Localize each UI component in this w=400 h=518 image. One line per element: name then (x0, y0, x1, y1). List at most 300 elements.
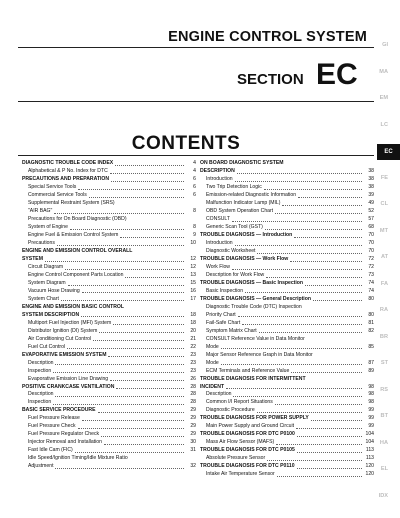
toc-entry-title: DESCRIPTION (200, 168, 235, 175)
toc-entry-title: Major Sensor Reference Graph in Data Monitor (206, 351, 313, 358)
toc-entry-title: Description (206, 391, 232, 398)
toc-page-number: 49 (368, 200, 374, 207)
toc-page-number: 80 (368, 311, 374, 318)
toc-entry-title: ON BOARD DIAGNOSTIC SYSTEM (200, 160, 284, 167)
toc-leader-dots (54, 213, 184, 214)
toc-entry-title: Vacuum Hose Drawing (28, 287, 80, 294)
toc-entry-title: Absolute Pressure Sensor (206, 455, 266, 462)
toc-leader-dots (113, 324, 184, 325)
toc-leader-dots (257, 412, 362, 413)
toc-page-number: 17 (190, 295, 196, 302)
toc-entry-title: Inspection (28, 399, 52, 406)
section-rule (18, 101, 374, 102)
toc-entry (22, 415, 196, 423)
toc-entry-title: INCIDENT (200, 383, 225, 390)
toc-entry (22, 184, 196, 192)
toc-page-number: 82 (368, 327, 374, 334)
toc-entry-title: ENGINE AND EMISSION CONTROL OVERALL (22, 248, 133, 255)
toc-entry-title: Engine Control Component Parts Location (28, 271, 124, 278)
toc-entry-title: Malfunction Indicator Lamp (MIL) (206, 200, 281, 207)
toc-entry (22, 208, 196, 216)
toc-leader-dots (65, 269, 184, 270)
toc-entry-title: ECM Terminals and Reference Value (206, 367, 290, 374)
toc-entry-title: Fuel Pressure Release (28, 415, 80, 422)
toc-page-number: 6 (193, 184, 196, 191)
toc-entry (200, 288, 374, 296)
toc-page-number: 26 (190, 375, 196, 382)
toc-leader-dots (68, 285, 184, 286)
section-tab[interactable]: AT (380, 254, 388, 260)
toc-leader-dots (75, 452, 184, 453)
toc-page-number: 38 (368, 184, 374, 191)
toc-leader-dots (110, 380, 184, 381)
section-tab[interactable]: RA (379, 307, 388, 313)
toc-entry (22, 264, 196, 272)
toc-page-number: 6 (193, 192, 196, 199)
toc-page-number: 81 (368, 319, 374, 326)
toc-entry-title: Air Conditioning Cut Control (28, 335, 92, 342)
section-code: EC (316, 58, 358, 91)
toc-leader-dots (221, 364, 362, 365)
toc-entry (22, 168, 196, 176)
toc-leader-dots (297, 468, 362, 469)
toc-page-number: 80 (368, 295, 374, 302)
toc-entry (22, 359, 196, 367)
toc-leader-dots (266, 277, 362, 278)
toc-entry-title: Generic Scan Tool (GST) (206, 224, 263, 231)
toc-entry (200, 359, 374, 367)
toc-entry (22, 295, 196, 303)
toc-leader-dots (235, 181, 362, 182)
toc-page-number: 4 (193, 168, 196, 175)
toc-right-column (200, 160, 374, 479)
toc-page-number: 72 (368, 256, 374, 262)
toc-leader-dots (67, 348, 184, 349)
toc-entry-title: Description (28, 391, 54, 398)
toc-leader-dots (78, 189, 184, 190)
toc-entry-title: Idle Speed/Ignition Timing/Idle Mixture Ratio (28, 455, 128, 462)
toc-entry (200, 303, 374, 311)
toc-entry-title: PRECAUTIONS AND PREPARATION (22, 176, 110, 183)
toc-entry (200, 415, 374, 423)
toc-page-number: 29 (190, 415, 196, 422)
toc-entry (22, 343, 196, 351)
toc-page-number: 8 (193, 208, 196, 215)
toc-entry (22, 240, 196, 248)
toc-page-number: 18 (190, 311, 196, 318)
toc-entry-title: Emission-related Diagnostic Information (206, 192, 297, 199)
toc-entry-title: CONSULT (206, 216, 230, 223)
toc-page-number: 98 (368, 399, 374, 406)
toc-entry-title: ENGINE AND EMISSION BASIC CONTROL (22, 303, 124, 310)
toc-leader-dots (120, 237, 184, 238)
section-tab[interactable]: BR (379, 333, 388, 340)
toc-page-number: 12 (190, 263, 196, 270)
toc-entry (22, 439, 196, 447)
toc-page-number: 32 (190, 463, 196, 470)
toc-entry-title: Intake Air Temperature Sensor (206, 471, 275, 478)
toc-page-number: 99 (368, 423, 374, 430)
toc-page-number: 10 (190, 240, 196, 247)
toc-entry-title: OBD System Operation Chart (206, 208, 274, 215)
toc-entry (200, 351, 374, 359)
toc-entry-title: SYSTEM (22, 256, 43, 262)
toc-entry (200, 343, 374, 351)
toc-leader-dots (70, 229, 184, 230)
toc-page-number: 29 (190, 423, 196, 430)
toc-entry-title: Injector Removal and Installation (28, 439, 102, 446)
toc-leader-dots (275, 404, 362, 405)
toc-page-number: 74 (368, 279, 374, 286)
toc-leader-dots (296, 428, 362, 429)
toc-entry (22, 160, 196, 168)
toc-page-number: 28 (190, 399, 196, 406)
toc-entry-title: System of Engine (28, 224, 68, 231)
toc-entry (200, 200, 374, 208)
toc-entry-title: Two Trip Detection Logic (206, 184, 262, 191)
toc-leader-dots (282, 205, 362, 206)
toc-entry (200, 407, 374, 415)
section-tab[interactable]: HA (379, 439, 388, 446)
toc-leader-dots (298, 197, 362, 198)
toc-entry-title: CONSULT Reference Value in Data Monitor (206, 335, 305, 342)
toc-leader-dots (78, 428, 184, 429)
toc-entry-title: Fuel Pressure Check (28, 423, 76, 430)
toc-entry-title: Distributor Ignition (DI) System (28, 327, 98, 334)
toc-entry (22, 256, 196, 264)
toc-entry (200, 367, 374, 375)
toc-entry-title: TROUBLE DIAGNOSIS FOR POWER SUPPLY (200, 415, 309, 422)
toc-entry-title: Mode (206, 343, 219, 350)
toc-page-number: 113 (365, 447, 374, 454)
toc-page-number: 30 (190, 439, 196, 446)
toc-page-number: 89 (368, 367, 374, 374)
toc-leader-dots (81, 316, 184, 317)
toc-page-number: 104 (365, 431, 374, 438)
toc-entry (200, 375, 374, 383)
toc-left-column (22, 160, 196, 471)
toc-page-number: 9 (193, 232, 196, 239)
toc-entry-title: System Diagram (28, 279, 66, 286)
toc-page-number: 87 (368, 359, 374, 366)
toc-entry (22, 232, 196, 240)
section-title: ENGINE CONTROL SYSTEM (168, 29, 367, 45)
section-tab[interactable]: EL (380, 466, 388, 472)
toc-leader-dots (267, 460, 362, 461)
section-tab[interactable]: CL (380, 201, 388, 207)
toc-entry (22, 351, 196, 359)
toc-leader-dots (290, 261, 362, 262)
toc-page-number: 38 (368, 176, 374, 183)
toc-page-number: 73 (368, 271, 374, 278)
section-tab[interactable]: MA (379, 68, 388, 75)
toc-entry (200, 184, 374, 192)
toc-leader-dots (110, 173, 184, 174)
toc-leader-dots (237, 173, 362, 174)
toc-entry-title: Introduction (206, 176, 233, 183)
toc-entry-title: TROUBLE DIAGNOSIS FOR DTC P0105 (200, 447, 295, 454)
toc-entry-title: Basic Inspection (206, 287, 244, 294)
toc-entry (200, 216, 374, 224)
toc-page-number: 38 (368, 168, 374, 175)
toc-leader-dots (89, 197, 184, 198)
toc-entry (200, 224, 374, 232)
toc-entry (22, 431, 196, 439)
toc-entry (22, 423, 196, 431)
toc-leader-dots (264, 189, 362, 190)
toc-entry (22, 335, 196, 343)
toc-entry (200, 327, 374, 335)
toc-leader-dots (245, 292, 362, 293)
toc-entry (200, 208, 374, 216)
section-tab[interactable]: GI (382, 42, 388, 48)
toc-entry (22, 375, 196, 383)
toc-entry (200, 232, 374, 240)
toc-entry (200, 256, 374, 264)
toc-page-number: 70 (368, 232, 374, 239)
toc-entry (200, 168, 374, 176)
toc-entry-title: TROUBLE DIAGNOSIS — Basic Inspection (200, 279, 304, 286)
section-tab[interactable]: LC (380, 121, 388, 128)
toc-entry (200, 391, 374, 399)
toc-entry (22, 288, 196, 296)
toc-page-number: 98 (368, 391, 374, 398)
toc-entry-title: Engine Fuel & Emission Control System (28, 232, 119, 239)
toc-entry-title: Description (28, 359, 54, 366)
toc-entry (22, 391, 196, 399)
toc-page-number: 31 (190, 447, 196, 454)
toc-page-number: 120 (365, 471, 374, 478)
toc-leader-dots (57, 245, 184, 246)
toc-page-number: 52 (368, 208, 374, 215)
toc-entry-title: TROUBLE DIAGNOSIS — Work Flow (200, 256, 289, 262)
toc-entry-title: DIAGNOSTIC TROUBLE CODE INDEX (22, 160, 114, 167)
toc-entry (22, 447, 196, 455)
contents-title: CONTENTS (131, 133, 241, 154)
toc-entry (22, 200, 196, 208)
toc-page-number: 120 (365, 463, 374, 470)
toc-entry-title: Precautions for On Board Diagnostic (OBD) (28, 216, 127, 223)
toc-entry-title: Mode (206, 359, 219, 366)
toc-entry-title: TROUBLE DIAGNOSIS FOR DTC P0100 (200, 431, 295, 438)
toc-entry (200, 335, 374, 343)
toc-entry (200, 248, 374, 256)
toc-page-number: 21 (190, 335, 196, 342)
toc-leader-dots (242, 324, 362, 325)
toc-page-number: 104 (365, 439, 374, 446)
section-tab[interactable]: EM (379, 95, 388, 101)
toc-entry-title: Inspection (28, 367, 52, 374)
toc-leader-dots (233, 396, 362, 397)
toc-leader-dots (277, 476, 362, 477)
toc-entry (200, 463, 374, 471)
toc-entry (200, 447, 374, 455)
toc-entry (22, 280, 196, 288)
toc-page-number: 28 (190, 383, 196, 390)
toc-page-number: 12 (190, 256, 196, 262)
toc-entry-title: BASIC SERVICE PROCEDURE (22, 407, 96, 414)
toc-page-number: 85 (368, 343, 374, 350)
toc-entry (22, 367, 196, 375)
toc-entry-title: SYSTEM DESCRIPTION (22, 311, 80, 318)
toc-entry-title: Supplemental Restraint System (SRS) (28, 200, 115, 207)
toc-entry (200, 439, 374, 447)
toc-entry (22, 272, 196, 280)
toc-entry (22, 455, 196, 463)
toc-leader-dots (111, 181, 184, 182)
toc-leader-dots (297, 436, 362, 437)
toc-leader-dots (104, 444, 184, 445)
toc-entry (200, 399, 374, 407)
toc-entry-title: Precautions (28, 240, 55, 247)
toc-entry (200, 319, 374, 327)
toc-page-number: 23 (190, 367, 196, 374)
toc-page-number: 113 (365, 455, 374, 462)
toc-page-number: 23 (190, 351, 196, 358)
toc-entry (200, 264, 374, 272)
toc-page-number: 15 (190, 279, 196, 286)
toc-entry (22, 224, 196, 232)
toc-page-number: 70 (368, 248, 374, 255)
toc-leader-dots (99, 332, 184, 333)
toc-entry-title: Commercial Service Tools (28, 192, 87, 199)
toc-page-number: 16 (190, 287, 196, 294)
toc-entry-title: Alphabetical & P No. Index for DTC (28, 168, 108, 175)
toc-entry-title: Description for Work Flow (206, 271, 265, 278)
toc-page-number: 8 (193, 224, 196, 231)
toc-entry-title: Circuit Diagram (28, 263, 64, 270)
toc-leader-dots (53, 404, 184, 405)
toc-entry (200, 160, 374, 168)
toc-page-number: 99 (368, 407, 374, 414)
toc-leader-dots (291, 372, 362, 373)
toc-entry (200, 272, 374, 280)
toc-entry-title: POSITIVE CRANKCASE VENTILATION (22, 383, 115, 390)
toc-leader-dots (53, 372, 184, 373)
toc-entry (22, 216, 196, 224)
toc-entry-title: Symptom Matrix Chart (206, 327, 257, 334)
toc-page-number: 29 (190, 407, 196, 414)
toc-entry (22, 463, 196, 471)
toc-leader-dots (125, 277, 184, 278)
section-tab-active[interactable]: EC (377, 144, 400, 160)
toc-page-number: 6 (193, 176, 196, 183)
toc-leader-dots (98, 412, 185, 413)
toc-leader-dots (297, 452, 362, 453)
toc-page-number: 4 (193, 160, 196, 167)
toc-entry (200, 311, 374, 319)
toc-entry (22, 192, 196, 200)
toc-page-number: 29 (190, 431, 196, 438)
toc-page-number: 22 (190, 343, 196, 350)
toc-leader-dots (116, 388, 184, 389)
toc-entry-title: Fail-Safe Chart (206, 319, 241, 326)
toc-leader-dots (311, 420, 362, 421)
toc-leader-dots (259, 332, 362, 333)
toc-entry (22, 319, 196, 327)
toc-entry-title: EVAPORATIVE EMISSION SYSTEM (22, 351, 107, 358)
toc-entry (200, 383, 374, 391)
toc-entry-title: Work Flow (206, 263, 230, 270)
toc-leader-dots (93, 340, 184, 341)
toc-leader-dots (294, 237, 362, 238)
toc-leader-dots (265, 229, 362, 230)
section-tab[interactable]: RS (380, 386, 388, 393)
toc-entry-title: TROUBLE DIAGNOSIS — General Description (200, 295, 311, 302)
toc-entry (200, 471, 374, 479)
toc-leader-dots (45, 261, 184, 262)
toc-entry (22, 399, 196, 407)
toc-page-number: 13 (190, 271, 196, 278)
contents-rule (18, 155, 374, 156)
toc-page-number: 99 (368, 415, 374, 422)
toc-page-number: 98 (368, 383, 374, 390)
toc-entry-title: "AIR BAG" (28, 208, 53, 215)
toc-entry (22, 383, 196, 391)
toc-entry-title: Introduction (206, 240, 233, 247)
section-tab[interactable]: ST (380, 360, 388, 366)
toc-leader-dots (305, 285, 362, 286)
toc-entry (22, 248, 196, 256)
toc-entry (22, 303, 196, 311)
toc-page-number: 57 (368, 216, 374, 223)
toc-page-number: 70 (368, 240, 374, 247)
toc-entry-title: TROUBLE DIAGNOSIS FOR INTERMITTENT (200, 375, 306, 382)
header-rule (18, 47, 374, 48)
toc-entry-title: Adjustment (28, 463, 54, 470)
toc-leader-dots (235, 245, 362, 246)
toc-leader-dots (82, 420, 184, 421)
section-label: SECTION (237, 71, 304, 88)
toc-entry (22, 311, 196, 319)
section-tab[interactable]: MT (379, 227, 388, 234)
toc-leader-dots (115, 165, 184, 166)
toc-page-number: 18 (190, 319, 196, 326)
section-tab[interactable]: BT (380, 413, 388, 419)
toc-page-number: 23 (190, 359, 196, 366)
toc-entry-title: Mass Air Flow Sensor (MAFS) (206, 439, 275, 446)
toc-entry-title: Fuel Cut Control (28, 343, 66, 350)
toc-page-number: 68 (368, 224, 374, 231)
toc-entry-title: Priority Chart (206, 311, 236, 318)
toc-leader-dots (257, 253, 362, 254)
toc-leader-dots (232, 221, 362, 222)
toc-leader-dots (226, 388, 362, 389)
section-tab[interactable]: IDX (378, 492, 388, 499)
toc-entry-title: System Chart (28, 295, 59, 302)
toc-entry-title: Diagnostic Procedure (206, 407, 255, 414)
toc-entry (22, 327, 196, 335)
toc-entry-title: Multiport Fuel Injection (MFI) System (28, 319, 112, 326)
toc-entry (22, 176, 196, 184)
toc-entry (200, 176, 374, 184)
toc-entry-title: Common I/I Report Situations (206, 399, 273, 406)
toc-entry-title: Diagnostic Trouble Code (DTC) Inspection (206, 303, 302, 310)
toc-leader-dots (313, 300, 362, 301)
toc-entry-title: Special Service Tools (28, 184, 77, 191)
toc-page-number: 20 (190, 327, 196, 334)
toc-page-number: 39 (368, 192, 374, 199)
section-tab[interactable]: FE (380, 174, 388, 181)
toc-entry (200, 295, 374, 303)
toc-page-number: 28 (190, 391, 196, 398)
toc-entry (200, 423, 374, 431)
section-tab[interactable]: FA (380, 280, 388, 287)
toc-leader-dots (55, 396, 184, 397)
toc-entry-title: Fast Idle Cam (FIC) (28, 447, 73, 454)
toc-entry-title: Fuel Pressure Regulator Check (28, 431, 100, 438)
toc-leader-dots (275, 213, 362, 214)
